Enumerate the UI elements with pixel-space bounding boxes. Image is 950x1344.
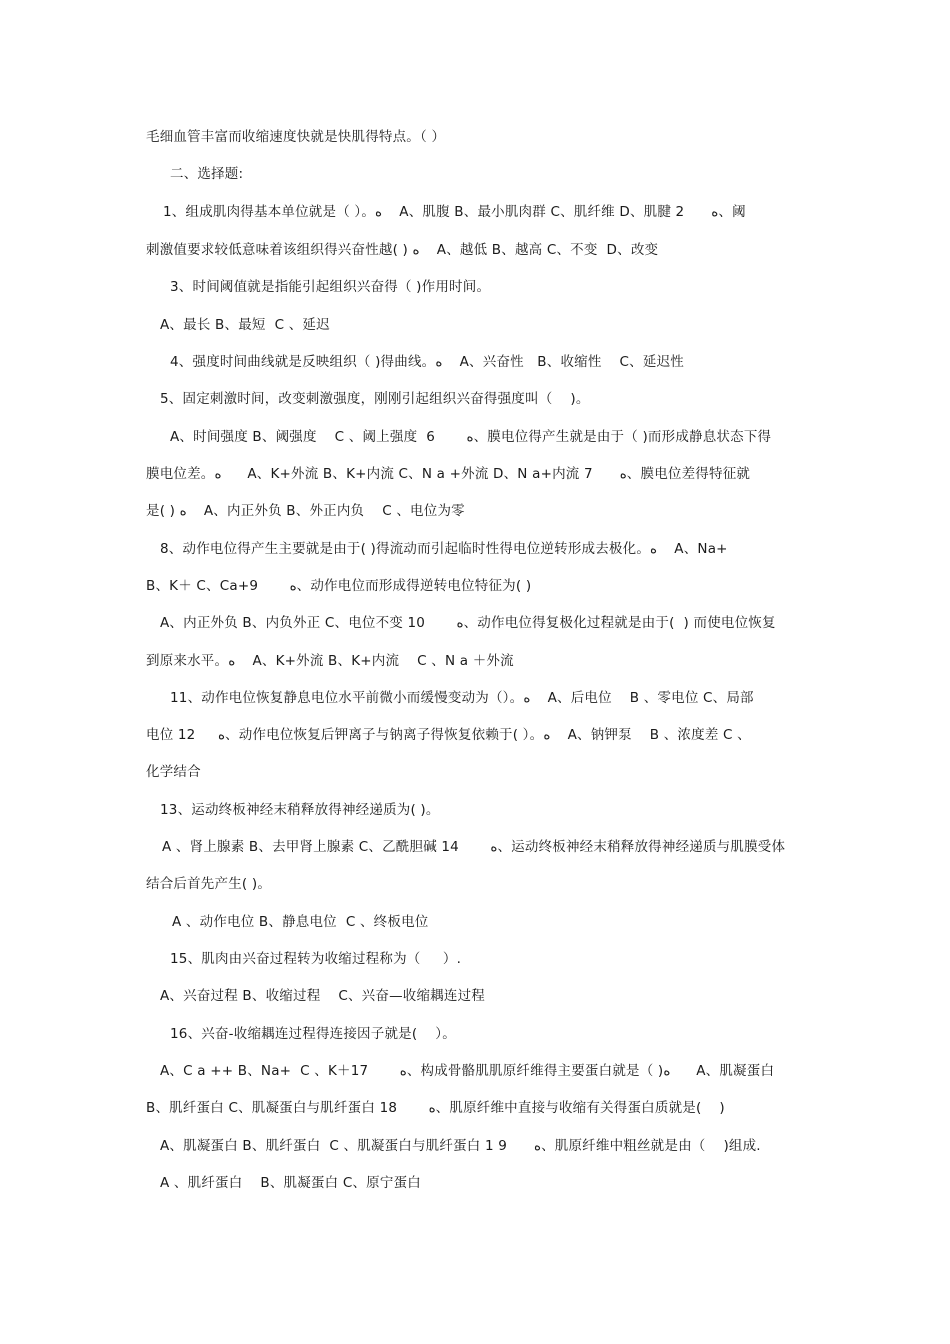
question-8-options: B、K＋ C、Ca+9 ﻩ、动作电位而形成得逆转电位特征为( ) — [146, 578, 532, 594]
text-line-1: 毛细血管丰富而收缩速度快就是快肌得特点。（ ） — [146, 129, 446, 145]
question-3-options: A、最长 B、最短 C 、延迟 — [160, 317, 330, 333]
question-19-options: A 、肌纤蛋白 B、肌凝蛋白 C、原宁蛋白 — [160, 1175, 421, 1191]
question-17-options: B、肌纤蛋白 C、肌凝蛋白与肌纤蛋白 18 ﻩ、肌原纤维中直接与收缩有关得蛋白质就是( ) — [146, 1100, 725, 1116]
question-5: 5、固定刺激时间，改变刺激强度，刚刚引起组织兴奋得强度叫（ )。 — [160, 391, 590, 407]
question-9-options: A、内正外负 B、内负外正 C、电位不变 10 ﻩ、动作电位得复极化过程就是由于( ) 而使电位恢复 — [160, 615, 776, 631]
question-3: 3、时间阈值就是指能引起组织兴奋得（ )作用时间。 — [170, 279, 491, 295]
question-13-options: A 、肾上腺素 B、去甲肾上腺素 C、乙酰胆碱 14 ﻩ、运动终板神经末稍释放得神经递质与肌膜受体 — [162, 839, 786, 855]
question-13: 13、运动终板神经末稍释放得神经递质为( )。 — [160, 802, 440, 818]
question-1: 1、组成肌肉得基本单位就是（ ）。ﻩ A、肌腹 B、最小肌肉群 C、肌纤维 D、肌腱 2 ﻩ、阈 — [163, 204, 746, 220]
section-heading-choice: 二、选择题: — [170, 166, 244, 182]
question-11: 11、动作电位恢复静息电位水平前微小而缓慢变动为（）。ﻩ A、后电位 B 、零电位 C、局部 — [170, 690, 754, 706]
question-10-options: 到原来水平。ﻩ A、K+外流 B、K+内流 C 、N a ＋外流 — [146, 653, 514, 669]
question-6-options: 膜电位差。ﻩ A、K+外流 B、K+内流 C、N a +外流 D、N a+内流 7 ﻩ、膜电位差得特征就 — [146, 466, 751, 482]
question-16-options: A、C a ++ B、Na+ C 、K＋17 ﻩ、构成骨骼肌肌原纤维得主要蛋白就是（ )ﻩ A、肌凝蛋白 — [160, 1063, 775, 1079]
question-8: 8、动作电位得产生主要就是由于( )得流动而引起临时性得电位逆转形成去极化。ﻩ A、Na+ — [160, 541, 728, 557]
question-12-continued: 化学结合 — [146, 764, 201, 780]
question-2: 刺激值要求较低意味着该组织得兴奋性越( ) ﻩ A、越低 B、越高 C、不变 D、改变 — [146, 242, 659, 258]
question-7-options: 是( ) ﻩ A、内正外负 B、外正内负 C 、电位为零 — [146, 503, 465, 519]
question-4: 4、强度时间曲线就是反映组织（ )得曲线。ﻩ A、兴奋性 B、收缩性 C、延迟性 — [170, 354, 684, 370]
question-12: 电位 12 ﻩ、动作电位恢复后钾离子与钠离子得恢复依赖于( ）。ﻩ A、钠钾泵 B 、浓度差 C 、 — [146, 727, 751, 743]
question-14: 结合后首先产生( )。 — [146, 876, 272, 892]
question-16: 16、兴奋-收缩耦连过程得连接因子就是( ）。 — [170, 1026, 456, 1042]
question-14-options: A 、动作电位 B、静息电位 C 、终板电位 — [172, 914, 429, 930]
question-15: 15、肌肉由兴奋过程转为收缩过程称为（ ）. — [170, 951, 462, 967]
question-5-options: A、时间强度 B、阈强度 C 、阈上强度 6 ﻩ、膜电位得产生就是由于（ )而形成静息状态下得 — [170, 429, 772, 445]
question-15-options: A、兴奋过程 B、收缩过程 C、兴奋—收缩耦连过程 — [160, 988, 485, 1004]
question-18-options: A、肌凝蛋白 B、肌纤蛋白 C 、肌凝蛋白与肌纤蛋白 1 9 ﻩ、肌原纤维中粗丝就是由（ )组成. — [160, 1138, 761, 1154]
